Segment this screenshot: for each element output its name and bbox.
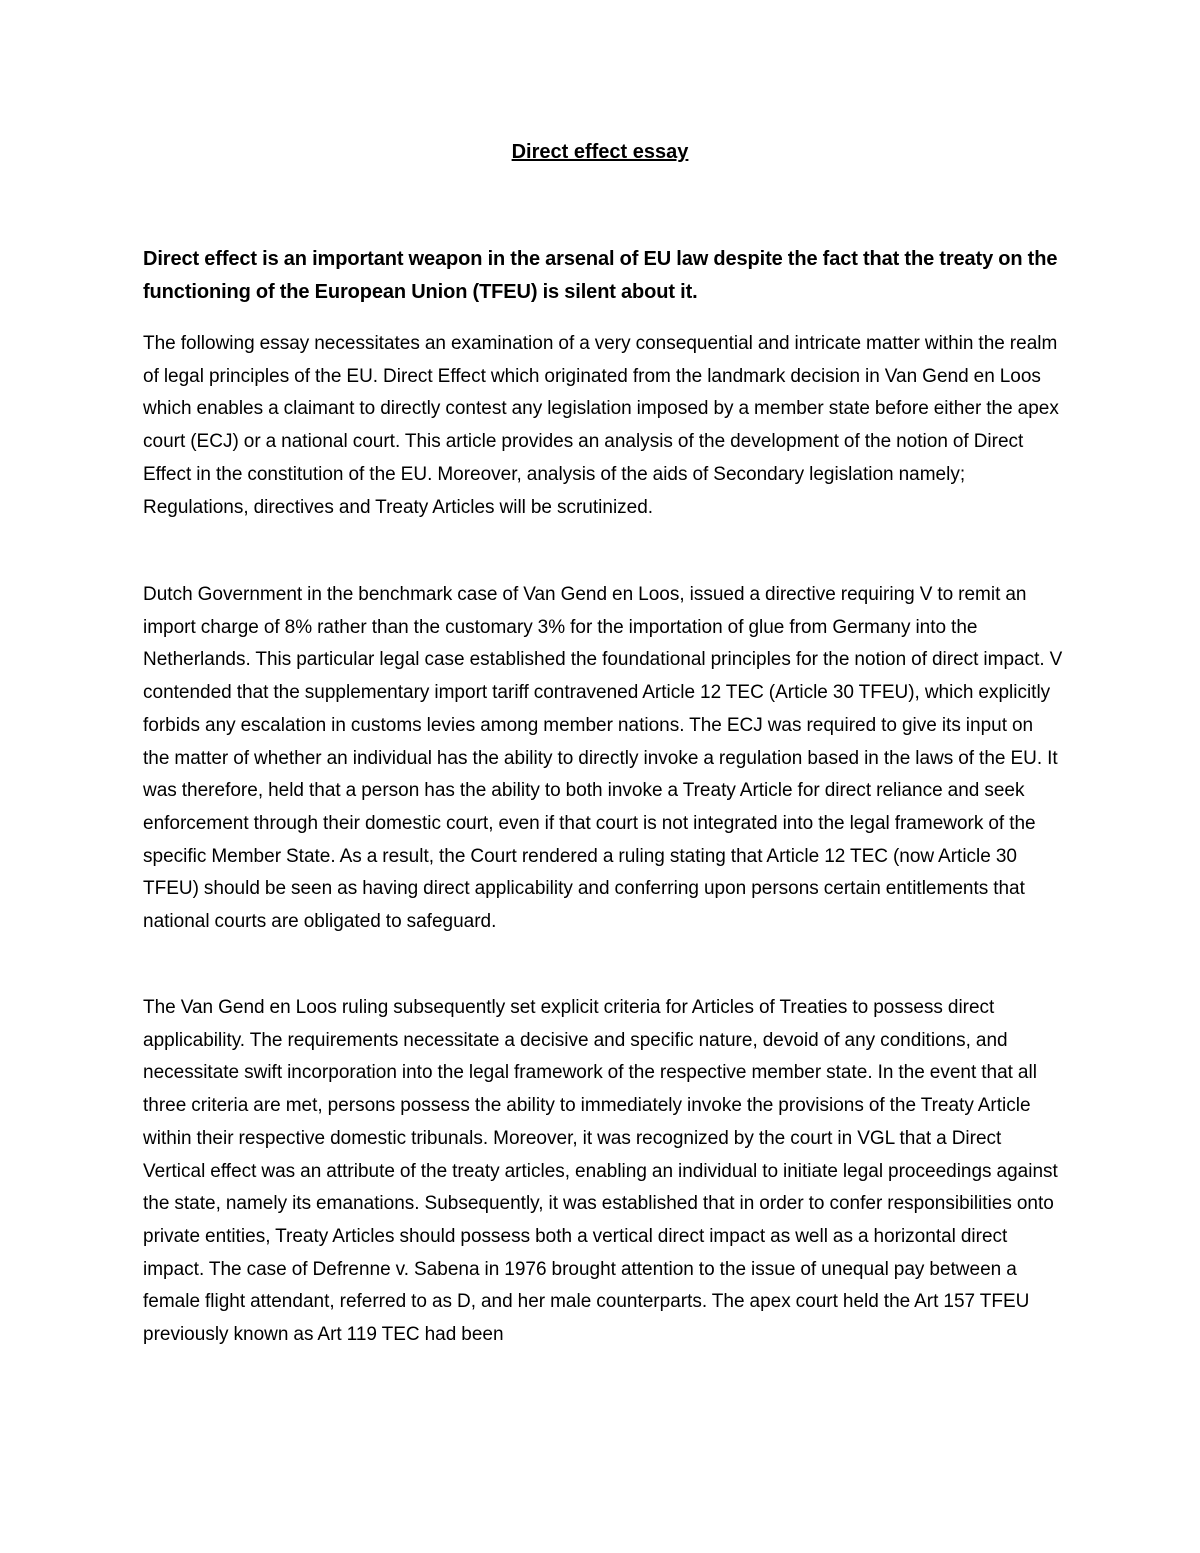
document-title: Direct effect essay	[511, 141, 689, 163]
paragraph-criteria: The Van Gend en Loos ruling subsequently set explicit criteria for Articles of Treaties to possess direct applicability. The requirements necessitate a decisive and specific nature, devoid of any conditions, and necessitate swift incorporation into the legal framework of the respective member state. In the event that all three criteria are met, persons possess the ability to immediately invoke the provisions of the Treaty Article within their respective domestic tribunals. Moreover, it was recognized by the court in VGL that a Direct Vertical effect was an attribute of the treaty articles, enabling an individual to initiate legal proceedings against the state, namely its emanations. Subsequently, it was established that in order to confer responsibilities onto private entities, Treaty Articles should possess both a vertical direct impact as well as a horizontal direct impact. The case of Defrenne v. Sabena in 1976 brought attention to the issue of unequal pay between a female flight attendant, referred to as D, and her male counterparts. The apex court held the Art 157 TFEU previously known as Art 119 TEC had been	[143, 997, 1058, 1346]
paragraph-introduction: The following essay necessitates an examination of a very consequential and intricate matter within the realm of legal principles of the EU. Direct Effect which originated from the landmark decision in Van Gend en Loos which enables a claimant to directly contest any legislation imposed by a member state before either the apex court (ECJ) or a national court. This article provides an analysis of the development of the notion of Direct Effect in the constitution of the EU. Moreover, analysis of the aids of Secondary legislation namely; Regulations, directives and Treaty Articles will be scrutinized.	[143, 333, 1059, 518]
document-subtitle: Direct effect is an important weapon in the arsenal of EU law despite the fact that the treaty on the functioning of the European Union (TFEU) is silent about it.	[143, 248, 1058, 303]
paragraph-van-gend-en-loos: Dutch Government in the benchmark case of Van Gend en Loos, issued a directive requiring V to remit an import charge of 8% rather than the customary 3% for the importation of glue from Germany into the Netherlands. This particular legal case established the foundational principles for the notion of direct impact. V contended that the supplementary import tariff contravened Article 12 TEC (Article 30 TFEU), which explicitly forbids any escalation in customs levies among member nations. The ECJ was required to give its input on the matter of whether an individual has the ability to directly invoke a regulation based in the laws of the EU. It was therefore, held that a person has the ability to both invoke a Treaty Article for direct reliance and seek enforcement through their domestic court, even if that court is not integrated into the legal framework of the specific Member State. As a result, the Court rendered a ruling stating that Article 12 TEC (now Article 30 TFEU) should be seen as having direct applicability and conferring upon persons certain entitlements that national courts are obligated to safeguard.	[143, 584, 1063, 933]
